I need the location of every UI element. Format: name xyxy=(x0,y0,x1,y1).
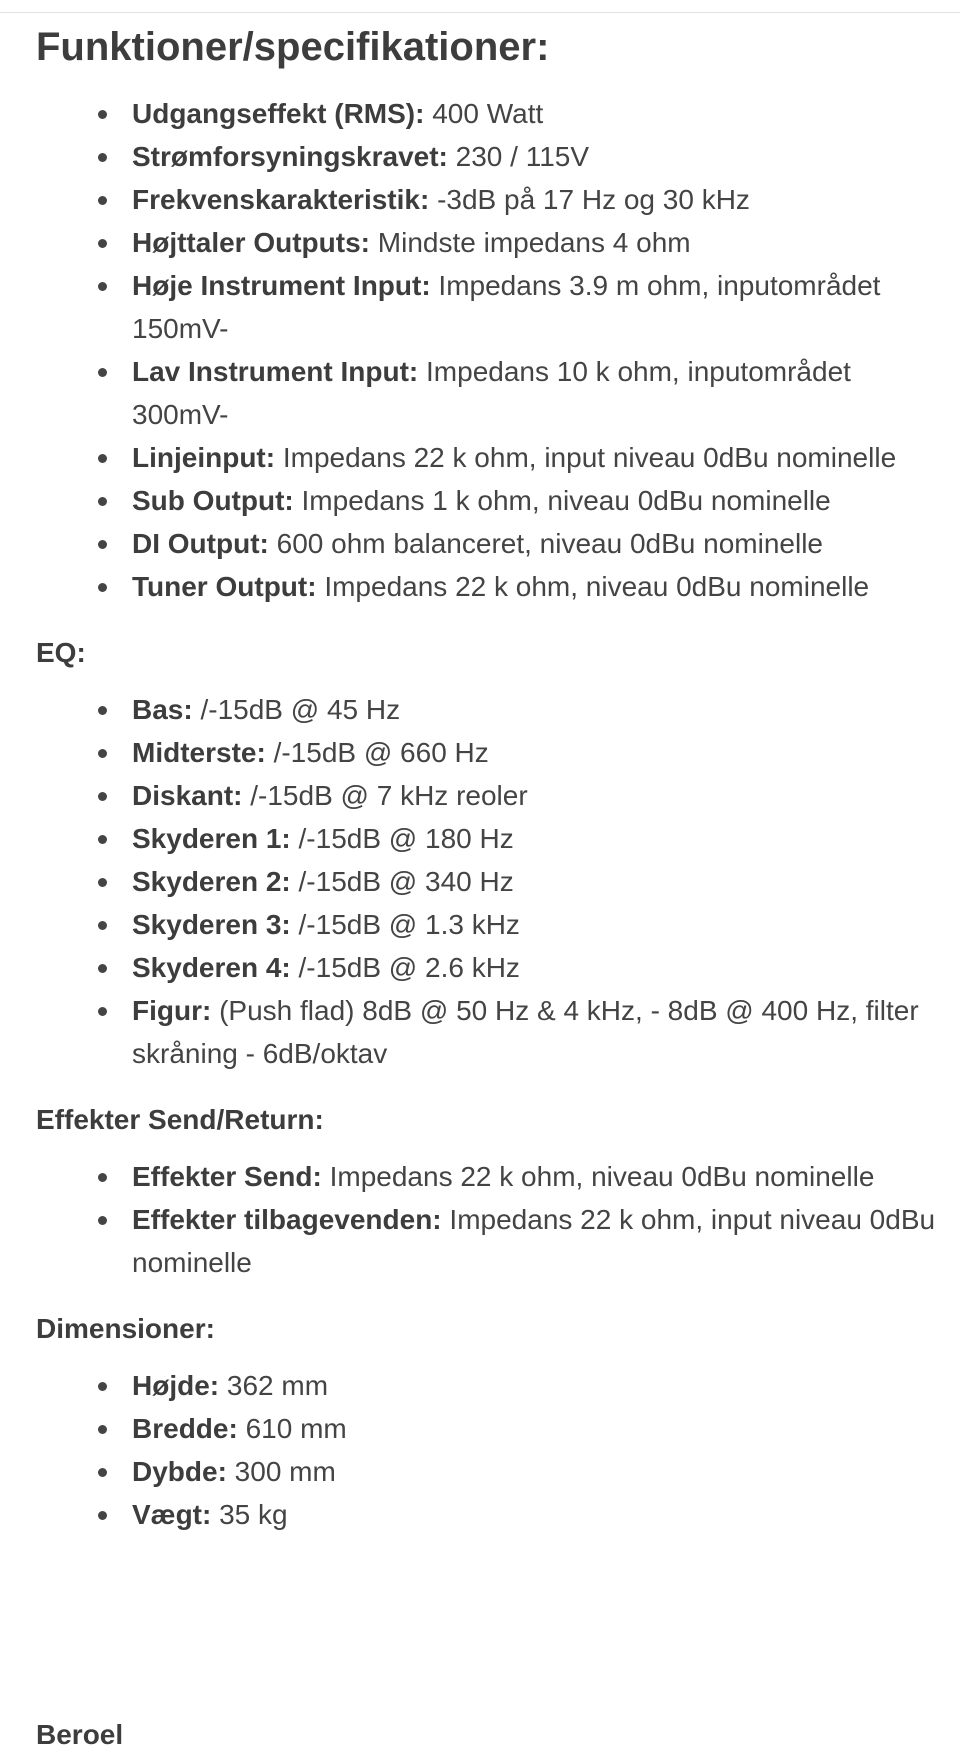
list-item xyxy=(132,903,936,946)
spec-value: 230 / 115V xyxy=(447,141,590,172)
spec-label: Diskant: xyxy=(132,780,243,811)
list-item xyxy=(132,731,936,774)
list-item xyxy=(132,817,936,860)
spec-label: Strømforsyningskravet: xyxy=(132,141,448,172)
list-item xyxy=(132,946,936,989)
spec-label: Tuner Output: xyxy=(132,571,317,602)
spec-label: Skyderen 1: xyxy=(132,823,291,854)
list-item xyxy=(132,135,936,178)
spec-value: Mindste impedans 4 ohm xyxy=(370,227,691,258)
dimensions-heading: Dimensioner: xyxy=(36,1313,215,1344)
spec-value: 600 ohm balanceret, niveau 0dBu nominelle xyxy=(268,528,823,559)
spec-label: Linjeinput: xyxy=(132,442,276,473)
list-item xyxy=(132,178,936,221)
list-item xyxy=(132,774,936,817)
spec-value: Impedans 10 k ohm, inputområdet 300mV- xyxy=(132,356,851,430)
page-title: Funktioner/specifikationer: xyxy=(36,25,550,69)
spec-label: Høje Instrument Input: xyxy=(132,270,431,301)
list-item xyxy=(132,221,936,264)
spec-label: Effekter tilbagevenden: xyxy=(132,1204,442,1235)
list-item xyxy=(132,1364,936,1407)
list-item xyxy=(132,1198,936,1284)
spec-label: Vægt: xyxy=(132,1499,212,1530)
spec-value: Impedans 22 k ohm, input niveau 0dBu nominelle xyxy=(132,1204,936,1278)
spec-value: 610 mm xyxy=(237,1413,347,1444)
spec-content xyxy=(36,20,936,1536)
list-item xyxy=(132,1450,936,1493)
list-item xyxy=(132,1155,936,1198)
spec-label: Bredde: xyxy=(132,1413,238,1444)
spec-value: /-15dB @ 180 Hz xyxy=(290,823,514,854)
list-item xyxy=(132,989,936,1075)
spec-value: Impedans 22 k ohm, input niveau 0dBu nominelle xyxy=(275,442,897,473)
spec-label: Dybde: xyxy=(132,1456,227,1487)
list-item xyxy=(132,522,936,565)
spec-label: DI Output: xyxy=(132,528,269,559)
features-list xyxy=(36,92,936,608)
list-item xyxy=(132,565,936,608)
list-item xyxy=(132,350,936,436)
spec-value: 400 Watt xyxy=(424,98,544,129)
spec-value: -3dB på 17 Hz og 30 kHz xyxy=(429,184,750,215)
next-section-heading: Beroel xyxy=(36,1719,124,1750)
spec-value: 362 mm xyxy=(219,1370,329,1401)
spec-label: Effekter Send: xyxy=(132,1161,322,1192)
spec-label: Frekvenskarakteristik: xyxy=(132,184,430,215)
spec-value: /-15dB @ 340 Hz xyxy=(290,866,514,897)
effects-heading: Effekter Send/Return: xyxy=(36,1104,324,1135)
spec-value: Impedans 3.9 m ohm, inputområdet 150mV- xyxy=(132,270,881,344)
list-item xyxy=(132,860,936,903)
spec-label: Skyderen 3: xyxy=(132,909,291,940)
spec-value: Impedans 1 k ohm, niveau 0dBu nominelle xyxy=(293,485,831,516)
list-item xyxy=(132,92,936,135)
effects-list xyxy=(36,1155,936,1284)
spec-label: Skyderen 4: xyxy=(132,952,291,983)
spec-label: Bas: xyxy=(132,694,193,725)
eq-heading: EQ: xyxy=(36,637,86,668)
list-item xyxy=(132,264,936,350)
spec-value: /-15dB @ 7 kHz reoler xyxy=(242,780,528,811)
spec-value: /-15dB @ 1.3 kHz xyxy=(290,909,520,940)
spec-value: Impedans 22 k ohm, niveau 0dBu nominelle xyxy=(321,1161,875,1192)
list-item xyxy=(132,1407,936,1450)
spec-value: 300 mm xyxy=(226,1456,336,1487)
list-item xyxy=(132,479,936,522)
spec-value: Impedans 22 k ohm, niveau 0dBu nominelle xyxy=(316,571,870,602)
spec-value: /-15dB @ 2.6 kHz xyxy=(290,952,520,983)
spec-label: Figur: xyxy=(132,995,212,1026)
spec-label: Lav Instrument Input: xyxy=(132,356,419,387)
spec-value: (Push flad) 8dB @ 50 Hz & 4 kHz, - 8dB @ 400 Hz, filter skråning - 6dB/oktav xyxy=(132,995,919,1069)
top-divider xyxy=(0,0,960,13)
spec-value: 35 kg xyxy=(211,1499,288,1530)
dimensions-list xyxy=(36,1364,936,1536)
spec-value: /-15dB @ 660 Hz xyxy=(265,737,489,768)
spec-label: Udgangseffekt (RMS): xyxy=(132,98,425,129)
eq-list xyxy=(36,688,936,1075)
list-item xyxy=(132,1493,936,1536)
spec-value: /-15dB @ 45 Hz xyxy=(192,694,401,725)
spec-label: Sub Output: xyxy=(132,485,294,516)
spec-label: Midterste: xyxy=(132,737,266,768)
spec-label: Højde: xyxy=(132,1370,220,1401)
spec-label: Højttaler Outputs: xyxy=(132,227,370,258)
list-item xyxy=(132,688,936,731)
spec-label: Skyderen 2: xyxy=(132,866,291,897)
list-item xyxy=(132,436,936,479)
